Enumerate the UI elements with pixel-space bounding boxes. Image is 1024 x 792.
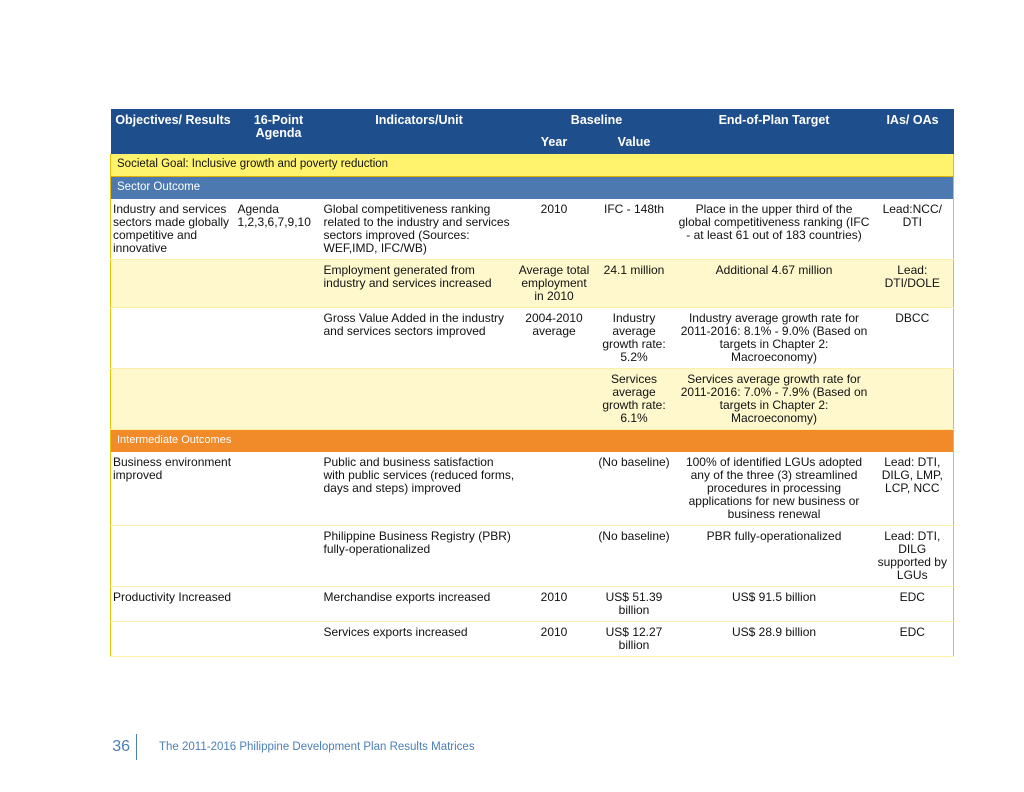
intermediate-outcomes-band [111,430,954,453]
table-row [111,526,954,587]
societal-goal-band [111,154,954,177]
sector-outcome-band [111,177,954,200]
cell-target: Services average growth rate for 2011-2016: 7.0% - 7.9% (Based on targets in Chapter 2: Macroeconomy) [677,369,872,430]
cell-target: 100% of identified LGUs adopted any of the three (3) streamlined procedures in processing applications for new business or business renewal [677,452,872,526]
cell-indicator: Global competitiveness ranking related to the industry and services sectors improved (Sources: WEF,IMD, IFC/WB) [322,199,517,260]
cell-objective [111,369,236,430]
societal-goal-label: Societal Goal: Inclusive growth and poverty reduction [111,154,954,177]
cell-year [517,369,592,430]
table-row [111,308,954,369]
table-row [111,369,954,430]
cell-value: (No baseline) [592,526,677,587]
sector-outcome-label: Sector Outcome [111,177,954,200]
cell-ias: Lead:NCC/ DTI [872,199,954,260]
cell-year: 2004-2010 average [517,308,592,369]
cell-agenda [236,260,322,308]
cell-ias: DBCC [872,308,954,369]
cell-ias: EDC [872,622,954,657]
cell-value: US$ 51.39 billion [592,587,677,622]
cell-target: Additional 4.67 million [677,260,872,308]
cell-indicator: Gross Value Added in the industry and services sectors improved [322,308,517,369]
cell-value: Services average growth rate: 6.1% [592,369,677,430]
cell-value: US$ 12.27 billion [592,622,677,657]
cell-objective: Industry and services sectors made globally competitive and innovative [111,199,236,260]
table-row [111,452,954,526]
page-number: 36 [112,738,130,755]
cell-target: Place in the upper third of the global competitiveness ranking (IFC - at least 61 out of 183 countries) [677,199,872,260]
header-value: Value [592,136,677,154]
cell-ias: Lead: DTI, DILG, LMP, LCP, NCC [872,452,954,526]
table-header [111,109,954,154]
footer-divider [136,734,137,760]
cell-year: Average total employment in 2010 [517,260,592,308]
header-indicators: Indicators/Unit [322,109,517,154]
cell-target: PBR fully-operationalized [677,526,872,587]
cell-agenda [236,452,322,526]
header-baseline: Baseline [517,109,677,136]
table-row [111,260,954,308]
cell-value: Industry average growth rate: 5.2% [592,308,677,369]
cell-target: US$ 28.9 billion [677,622,872,657]
cell-ias [872,369,954,430]
table-row [111,587,954,622]
cell-target: US$ 91.5 billion [677,587,872,622]
cell-indicator: Merchandise exports increased [322,587,517,622]
results-matrix-table [110,109,954,657]
page-footer [90,735,475,759]
cell-year: 2010 [517,199,592,260]
cell-agenda: Agenda 1,2,3,6,7,9,10 [236,199,322,260]
cell-ias: EDC [872,587,954,622]
cell-indicator: Services exports increased [322,622,517,657]
document-title: The 2011-2016 Philippine Development Plan Results Matrices [159,741,475,753]
cell-objective: Business environment improved [111,452,236,526]
intermediate-outcomes-label: Intermediate Outcomes [111,430,954,453]
cell-year: 2010 [517,587,592,622]
cell-objective [111,622,236,657]
header-target: End-of-Plan Target [677,109,872,154]
table-row [111,622,954,657]
cell-target: Industry average growth rate for 2011-2016: 8.1% - 9.0% (Based on targets in Chapter 2: Macroeconomy) [677,308,872,369]
header-agenda: 16-Point Agenda [236,109,322,154]
cell-agenda [236,369,322,430]
cell-value: 24.1 million [592,260,677,308]
table-row [111,199,954,260]
cell-indicator [322,369,517,430]
cell-ias: Lead: DTI/DOLE [872,260,954,308]
cell-indicator: Employment generated from industry and services increased [322,260,517,308]
header-objectives: Objectives/ Results [111,109,236,154]
cell-objective [111,260,236,308]
cell-objective [111,308,236,369]
cell-agenda [236,622,322,657]
cell-value: (No baseline) [592,452,677,526]
cell-year [517,452,592,526]
cell-agenda [236,308,322,369]
cell-year [517,526,592,587]
cell-agenda [236,526,322,587]
cell-agenda [236,587,322,622]
cell-value: IFC - 148th [592,199,677,260]
cell-objective: Productivity Increased [111,587,236,622]
header-year: Year [517,136,592,154]
cell-objective [111,526,236,587]
cell-ias: Lead: DTI, DILG supported by LGUs [872,526,954,587]
cell-year: 2010 [517,622,592,657]
header-ias: IAs/ OAs [872,109,954,154]
cell-indicator: Philippine Business Registry (PBR) fully-operationalized [322,526,517,587]
cell-indicator: Public and business satisfaction with public services (reduced forms, days and steps) improved [322,452,517,526]
